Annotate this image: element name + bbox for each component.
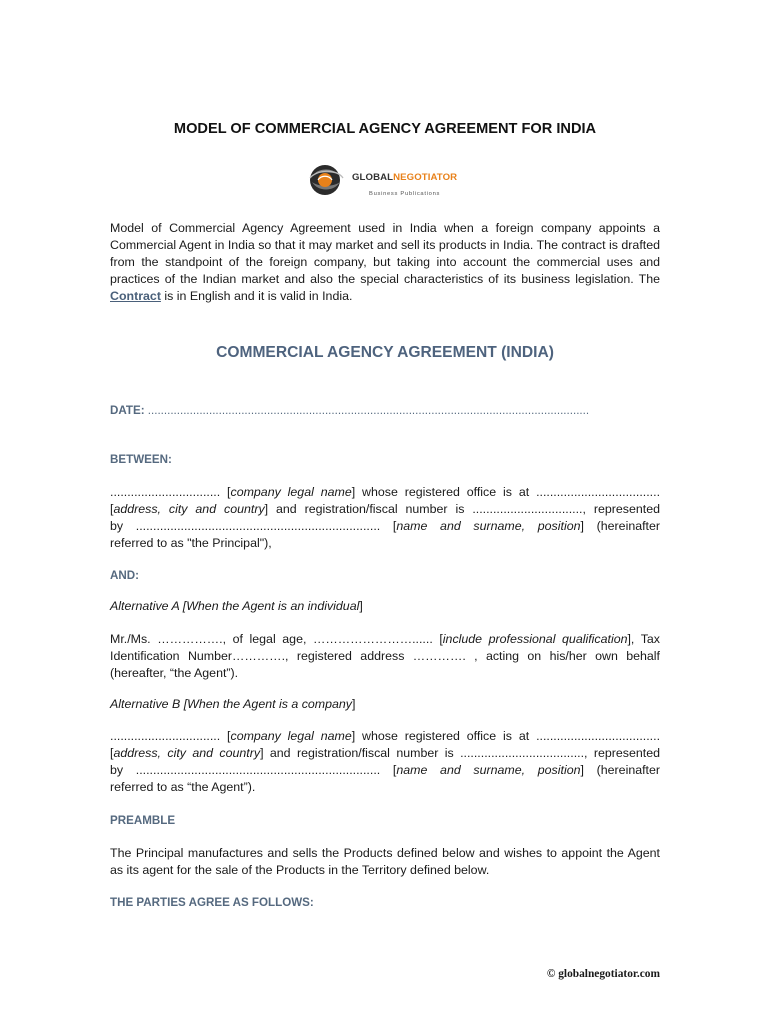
contract-link[interactable]: Contract <box>110 289 161 303</box>
intro-paragraph <box>110 220 660 305</box>
principal-line3: by ....................................................................... [name and surname, position] (hereinafter <box>110 519 661 533</box>
logo-brand-part2: NEGOTIATOR <box>393 172 458 183</box>
agreement-title: COMMERCIAL AGENCY AGREEMENT (INDIA) <box>216 344 554 361</box>
logo-brand <box>352 169 457 186</box>
preamble-text: The Principal manufactures and sells the Products defined below and wishes to appoint the Agent as its agent for the sale of the Products in the Territory defined below. <box>110 846 660 877</box>
document-title: MODEL OF COMMERCIAL AGENCY AGREEMENT FOR INDIA <box>173 121 597 137</box>
preamble-label: PREAMBLE <box>110 814 176 827</box>
agent-company-party <box>110 728 660 796</box>
agent-line1: ................................ [company legal name] whose registered office is at .................................... <box>110 729 661 743</box>
logo-subtitle: Business Publications <box>369 191 441 197</box>
intro-text: Model of Commercial Agency Agreement used in India when a foreign company appoints a Commercial Agent in India so that it may market and sell its products in India. The contract is drafted from the standpoint of the foreign company, but taking into account the commercial uses and practices of the Indian market and also the special characteristics of its business legislation. The <box>110 221 660 286</box>
between-label: BETWEEN: <box>110 453 172 466</box>
agent-line4: referred to as “the Agent”). <box>110 780 256 794</box>
and-label: AND: <box>110 569 139 582</box>
date-line <box>110 402 670 419</box>
date-dots: ......................................................................................................................................... <box>144 404 590 417</box>
principal-line4: referred to as "the Principal"), <box>110 536 272 550</box>
principal-party <box>110 484 660 552</box>
principal-line2: [address, city and country] and registration/fiscal number is ................................, represented <box>110 502 660 516</box>
principal-line1: ................................ [company legal name] whose registered office is at .................................... <box>110 485 661 499</box>
globalnegotiator-logo <box>306 160 466 200</box>
agent-line2: [address, city and country] and registration/fiscal number is ...................................., represented <box>110 746 660 760</box>
alternative-a: Alternative A [When the Agent is an individual] <box>110 599 363 613</box>
agent-line3: by ....................................................................... [name and surname, position] (hereinafter <box>110 763 661 777</box>
logo-brand-part1: GLOBAL <box>352 172 394 183</box>
logo-text <box>352 169 457 203</box>
agent-individual: Mr./Ms. ……………., of legal age, ……………………...... [include professional qualification], Tax Identification Number…………., registered address …………. , acting on his/her own behalf (hereafter, “the Agent”). <box>110 632 661 680</box>
parties-agree-label: THE PARTIES AGREE AS FOLLOWS: <box>110 896 314 909</box>
globe-icon <box>306 160 346 200</box>
intro-text-end: is in English and it is valid in India. <box>160 289 353 303</box>
date-label: DATE: <box>110 404 145 417</box>
footer-copyright: © globalnegotiator.com <box>546 968 660 980</box>
alternative-b: Alternative B [When the Agent is a company] <box>110 697 356 711</box>
